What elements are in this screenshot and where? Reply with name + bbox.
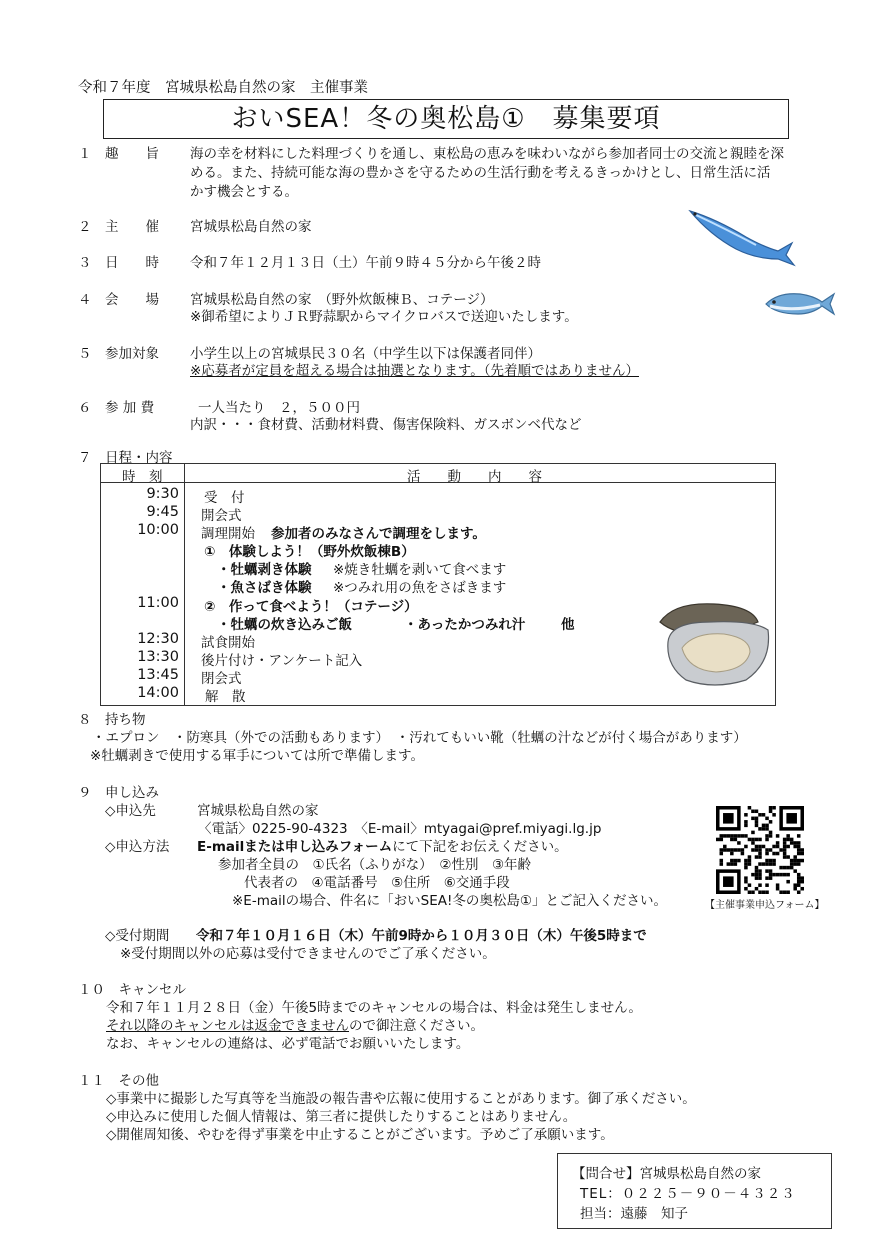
purpose-line: 海の幸を材料にした料理づくりを通し、東松島の恵みを味わいながら参加者同士の交流と親睦を深	[190, 146, 784, 162]
section-number: ５	[78, 346, 92, 362]
venue-note: ※御希望によりＪＲ野蒜駅からマイクロバスで送迎いたします。	[190, 309, 578, 325]
other-note: ◇事業中に撮影した写真等を当施設の報告書や広報に使用することがあります。御了承ください。	[106, 1091, 696, 1107]
schedule-time: 9:45	[146, 504, 179, 520]
schedule-time: 14:00	[137, 685, 179, 701]
schedule-time: 13:45	[137, 667, 179, 683]
document-subtitle: 令和７年度 宮城県松島自然の家 主催事業	[78, 80, 368, 96]
application-period-note: ※受付期間以外の応募は受付できませんのでご了承ください。	[120, 946, 496, 962]
section-heading: ７ 日程・内容	[78, 450, 173, 466]
application-label: ◇申込先	[105, 803, 156, 819]
oyster-icon	[654, 600, 774, 690]
application-destination: 宮城県松島自然の家	[197, 803, 319, 819]
section-label: 日 時	[105, 255, 159, 271]
section-label: 主 催	[105, 219, 159, 235]
organizer: 宮城県松島自然の家	[190, 219, 312, 235]
section-number: ４	[78, 292, 92, 308]
section-number: ３	[78, 255, 92, 271]
contact-line: 【問合せ】宮城県松島自然の家	[572, 1166, 761, 1182]
section-number: ６	[78, 400, 92, 416]
section-label: 参 加 費	[105, 400, 155, 416]
schedule-activity: ② 作って食べよう！（コテージ）	[204, 599, 418, 615]
section-label: 趣 旨	[105, 146, 159, 162]
application-requirement: 参加者全員の ①氏名（ふりがな） ②性別 ③年齢	[218, 857, 532, 873]
schedule-activity-note: ※焼き牡蠣を剥いて食べます	[333, 562, 507, 578]
other-note: ◇開催周知後、やむを得ず事業を中止することがございます。予めご了承願います。	[106, 1127, 614, 1143]
schedule-activity: 受 付	[204, 490, 245, 506]
schedule-time: 11:00	[137, 595, 179, 611]
schedule-activity: 参加者のみなさんで調理をします。	[271, 526, 486, 542]
fee-breakdown: 内訳・・・食材費、活動材料費、傷害保険料、ガスボンベ代など	[190, 417, 582, 433]
fee: 一人当たり ２，５００円	[198, 400, 360, 416]
schedule-activity: 他	[561, 617, 575, 633]
schedule-time: 10:00	[137, 522, 179, 538]
schedule-divider	[184, 464, 185, 705]
application-label: ◇申込方法	[105, 839, 170, 855]
schedule-activity: ① 体験しよう！（野外炊飯棟B）	[204, 544, 415, 560]
schedule-activity: 後片付け・アンケート記入	[201, 653, 363, 669]
qr-code-icon[interactable]	[716, 806, 804, 894]
schedule-time: 12:30	[137, 631, 179, 647]
items-note: ※牡蠣剥きで使用する軍手については所で準備します。	[90, 748, 424, 764]
eligibility: 小学生以上の宮城県民３０名（中学生以下は保護者同伴）	[190, 346, 541, 362]
section-label: 会 場	[105, 292, 159, 308]
application-email-note: ※E-mailの場合、件名に「おいSEA!冬の奥松島①」とご記入ください。	[232, 893, 667, 909]
cancel-policy: 令和７年１１月２８日（金）午後5時までのキャンセルの場合は、料金は発生しません。	[106, 1000, 642, 1016]
venue: 宮城県松島自然の家 （野外炊飯棟Ｂ、コテージ）	[190, 292, 494, 308]
schedule-activity: 開会式	[201, 508, 242, 524]
cancel-policy: なお、キャンセルの連絡は、必ず電話でお願いいたします。	[106, 1036, 470, 1052]
schedule-activity: 調理開始	[201, 526, 255, 542]
cancel-policy	[106, 1014, 484, 1034]
section-number: １	[78, 146, 92, 162]
application-method-bold: E-mailまたは申し込みフォーム	[197, 839, 393, 855]
lottery-note: ※応募者が定員を超える場合は抽選となります。（先着順ではありません）	[190, 363, 639, 379]
other-note: ◇申込みに使用した個人情報は、第三者に提供したりすることはありません。	[106, 1109, 577, 1125]
qr-caption: 【主催事業申込フォーム】	[705, 900, 825, 911]
items-list: ・エプロン ・防寒具（外での活動もあります） ・汚れてもいい靴（牡蠣の汁などが付く場合があります）	[92, 730, 747, 746]
schedule-time: 9:30	[146, 486, 179, 502]
application-period: 令和７年１０月１６日（木）午前9時から１０月３０日（木）午後5時まで	[196, 928, 647, 944]
schedule-time: 13:30	[137, 649, 179, 665]
fish-icon	[762, 288, 836, 320]
schedule-activity: 閉会式	[201, 671, 242, 687]
fish-icon	[686, 205, 796, 267]
application-method-rest: にて下記をお伝えください。	[392, 839, 568, 855]
section-heading: ８ 持ち物	[78, 712, 146, 728]
cancel-caution: ので御注意ください。	[349, 1018, 484, 1034]
application-contact: 〈電話〉0225-90-4323 〈E-mail〉mtyagai@pref.miyagi.lg.jp	[198, 821, 602, 837]
event-date: 令和７年１２月１３日（土）午前９時４５分から午後２時	[190, 255, 541, 271]
section-label: 参加対象	[105, 346, 159, 362]
contact-phone: TEL：０２２５－９０－４３２３	[580, 1186, 796, 1202]
time-column-header: 時 刻	[122, 469, 163, 485]
purpose-line: かす機会とする。	[190, 184, 298, 200]
application-method	[197, 835, 568, 855]
schedule-activity: ・牡蠣の炊き込みご飯	[217, 617, 352, 633]
section-heading: ９ 申し込み	[78, 785, 159, 801]
activity-column-header: 活 動 内 容	[407, 469, 542, 485]
schedule-activity: ・牡蠣剥き体験	[217, 562, 312, 578]
contact-box	[557, 1153, 832, 1229]
section-number: ２	[78, 219, 92, 235]
document-title: おいSEA！冬の奥松島① 募集要項	[103, 99, 789, 139]
schedule-activity: 試食開始	[201, 635, 255, 651]
section-heading: １０ キャンセル	[78, 982, 186, 998]
contact-person: 担当：遠藤 知子	[580, 1206, 688, 1222]
section-heading: １１ その他	[78, 1073, 159, 1089]
purpose-line: める。また、持続可能な海の豊かさを守るための生活行動を考えるきっかけとし、日常生活に活	[190, 165, 771, 181]
schedule-activity-note: ※つみれ用の魚をさばきます	[333, 580, 507, 596]
schedule-activity: 解 散	[205, 689, 246, 705]
schedule-activity: ・魚さばき体験	[217, 580, 312, 596]
application-label: ◇受付期間	[105, 928, 170, 944]
schedule-activity: ・あったかつみれ汁	[404, 617, 526, 633]
cancel-no-refund: それ以降のキャンセルは返金できません	[106, 1018, 349, 1034]
application-requirement: 代表者の ④電話番号 ⑤住所 ⑥交通手段	[244, 875, 510, 891]
